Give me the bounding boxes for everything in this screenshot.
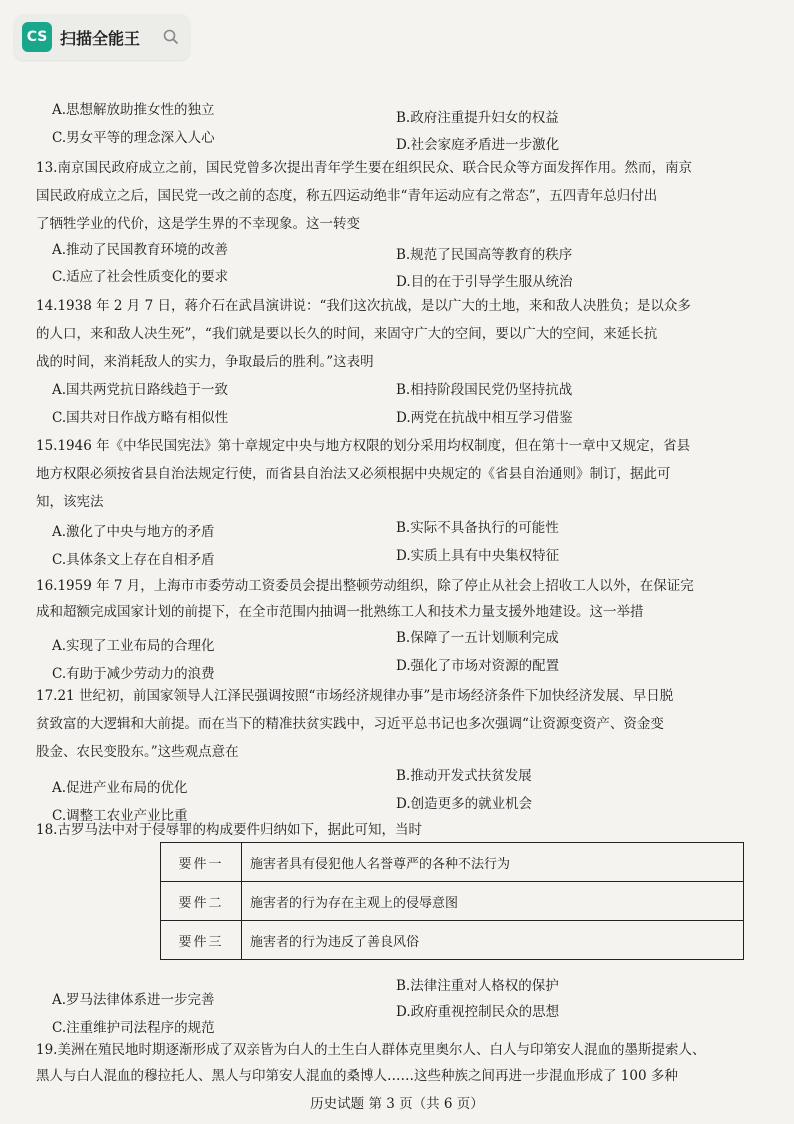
q14-line-2: 的人口，来和敌人决生死”，“我们就是要以长久的时间，来固守广大的空间，要以广大的空间，来延长抗 — [36, 326, 658, 342]
q14-option-a: A.国共两党抗日路线趋于一致 — [52, 382, 229, 398]
q16-option-b: B.保障了一五计划顺利完成 — [396, 630, 559, 646]
requirement-key: 要件一 — [161, 843, 242, 882]
q18-option-d: D.政府重视控制民众的思想 — [396, 1004, 560, 1020]
q16-option-c: C.有助于减少劳动力的浪费 — [52, 666, 215, 682]
q16-option-a: A.实现了工业布局的合理化 — [52, 638, 215, 654]
q15-line-2: 地方权限必须按省县自治法规定行使，而省县自治法又必须根据中央规定的《省县自治通则》制订，据此可 — [36, 466, 671, 482]
requirement-value: 施害者的行为违反了善良风俗 — [242, 921, 744, 960]
q13-option-b: B.规范了民国高等教育的秩序 — [396, 247, 573, 263]
q14-option-d: D.两党在抗战中相互学习借鉴 — [396, 410, 573, 426]
q17-option-a: A.促进产业布局的优化 — [52, 780, 188, 796]
q16-line-1: 16.1959 年 7 月，上海市市委劳动工资委员会提出整顿劳动组织，除了停止从社会上招收工人以外，在保证完 — [36, 578, 694, 594]
q15-line-3: 知，该宪法 — [36, 494, 104, 510]
q18-option-c: C.注重维护司法程序的规范 — [52, 1020, 215, 1036]
q18-option-b: B.法律注重对人格权的保护 — [396, 978, 559, 994]
q16-line-2: 成和超额完成国家计划的前提下，在全市范围内抽调一批熟练工人和技术力量支援外地建设。这一举措 — [36, 604, 644, 620]
q12-option-c: C.男女平等的理念深入人心 — [52, 130, 215, 146]
q13-line-1: 13.南京国民政府成立之前，国民党曾多次提出青年学生要在组织民众、联合民众等方面发挥作用。然而，南京 — [36, 160, 692, 176]
app-name: 扫描全能王 — [60, 28, 141, 48]
table-row — [161, 843, 744, 882]
q19-line-1: 19.美洲在殖民地时期逐渐形成了双亲皆为白人的土生白人群体克里奥尔人、白人与印第安人混血的墨斯提索人、 — [36, 1042, 706, 1058]
q14-line-1: 14.1938 年 2 月 7 日，蒋介石在武昌演讲说：“我们这次抗战，是以广大的土地，来和敌人决胜负；是以众多 — [36, 298, 691, 314]
q18-option-a: A.罗马法律体系进一步完善 — [52, 992, 215, 1008]
q17-line-1: 17.21 世纪初，前国家领导人江泽民强调按照“市场经济规律办事”是市场经济条件下加快经济发展、早日脱 — [36, 688, 674, 704]
cs-logo: CS — [22, 22, 52, 52]
q14-option-c: C.国共对日作战方略有相似性 — [52, 410, 229, 426]
q16-option-d: D.强化了市场对资源的配置 — [396, 658, 560, 674]
page-footer: 历史试题 第 3 页（共 6 页） — [310, 1096, 484, 1112]
q12-option-a: A.思想解放助推女性的独立 — [52, 102, 215, 118]
requirement-value: 施害者的行为存在主观上的侵辱意图 — [242, 882, 744, 921]
q15-option-a: A.激化了中央与地方的矛盾 — [52, 524, 215, 540]
table-row — [161, 921, 744, 960]
q15-option-b: B.实际不具备执行的可能性 — [396, 520, 559, 536]
q13-option-c: C.适应了社会性质变化的要求 — [52, 269, 229, 285]
q19-line-2: 黑人与白人混血的穆拉托人、黑人与印第安人混血的桑博人……这些种族之间再进一步混血形成了 100 多种 — [36, 1068, 678, 1084]
q17-line-3: 股金、农民变股东。”这些观点意在 — [36, 744, 239, 760]
q13-line-3: 了牺牲学业的代价，这是学生界的不幸现象。这一转变 — [36, 216, 360, 232]
q12-option-d: D.社会家庭矛盾进一步激化 — [396, 137, 560, 153]
q17-option-d: D.创造更多的就业机会 — [396, 796, 533, 812]
q15-option-c: C.具体条文上存在自相矛盾 — [52, 552, 215, 568]
q14-option-b: B.相持阶段国民党仍坚持抗战 — [396, 382, 573, 398]
q12-option-b: B.政府注重提升妇女的权益 — [396, 110, 559, 126]
requirement-key: 要件二 — [161, 882, 242, 921]
q13-line-2: 国民政府成立之后，国民党一改之前的态度，称五四运动绝非“青年运动应有之常态”，五四青年总归付出 — [36, 188, 658, 204]
requirement-value: 施害者具有侵犯他人名誉尊严的各种不法行为 — [242, 843, 744, 882]
q18-requirements-table — [160, 842, 744, 960]
q18-line-1: 18.古罗马法中对于侵辱罪的构成要件归纳如下，据此可知，当时 — [36, 822, 422, 838]
q15-line-1: 15.1946 年《中华民国宪法》第十章规定中央与地方权限的划分采用均权制度，但在第十一章中又规定，省县 — [36, 438, 691, 454]
requirement-key: 要件三 — [161, 921, 242, 960]
table-row — [161, 882, 744, 921]
q13-option-a: A.推动了民国教育环境的改善 — [52, 242, 229, 258]
q14-line-3: 战的时间，来消耗敌人的实力，争取最后的胜利。”这表明 — [36, 354, 374, 370]
q15-option-d: D.实质上具有中央集权特征 — [396, 548, 560, 564]
q13-option-d: D.目的在于引导学生服从统治 — [396, 274, 573, 290]
q17-line-2: 贫致富的大逻辑和大前提。而在当下的精准扶贫实践中，习近平总书记也多次强调“让资源变资产、资金变 — [36, 716, 664, 732]
q17-option-c: C.调整工农业产业比重 — [52, 808, 188, 824]
q17-option-b: B.推动开发式扶贫发展 — [396, 768, 532, 784]
